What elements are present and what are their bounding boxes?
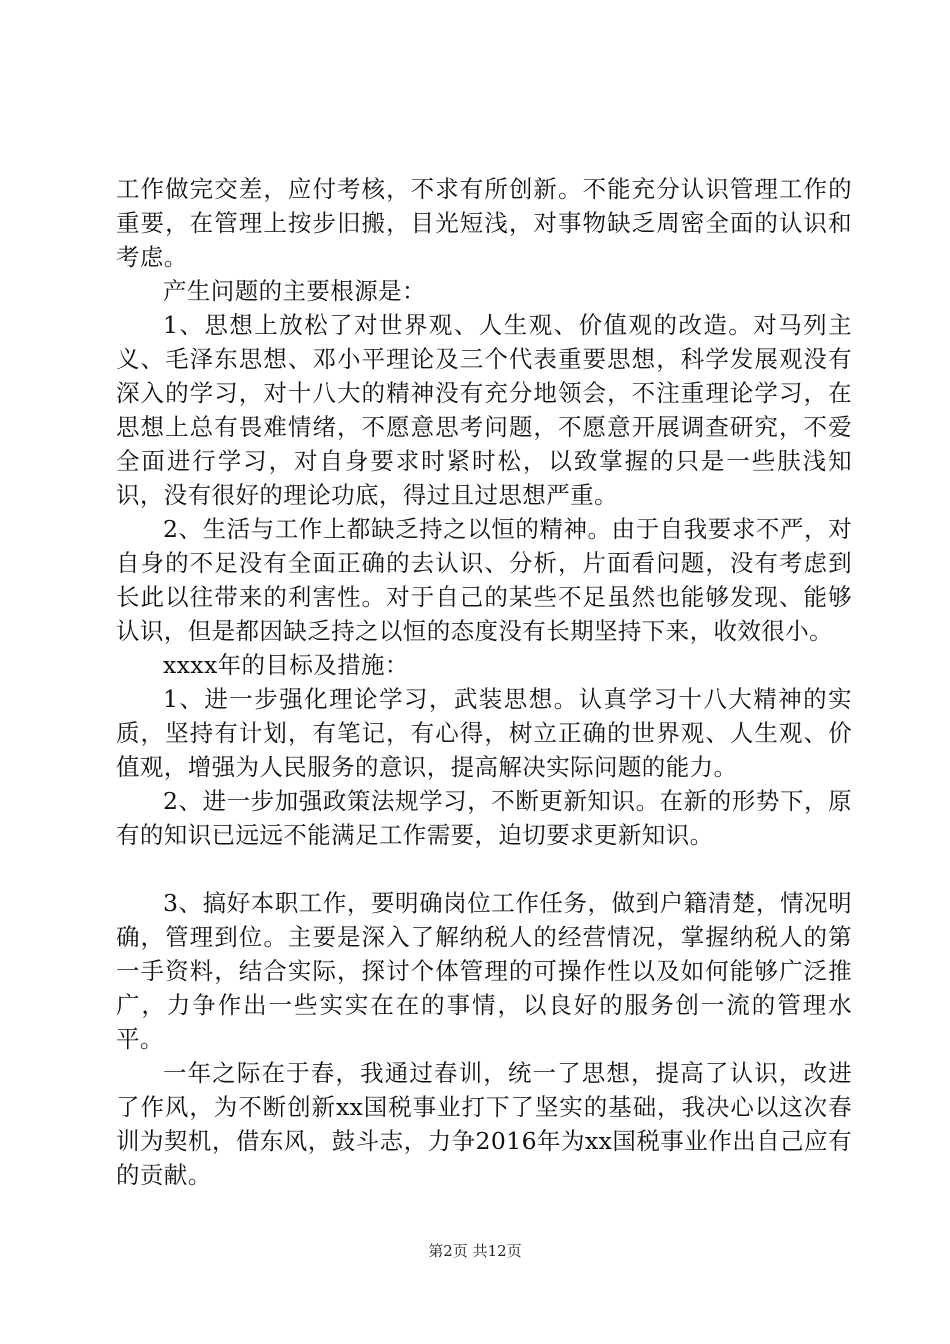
paragraph-8: 3、搞好本职工作，要明确岗位工作任务，做到户籍清楚，情况明确，管理到位。主要是深入了解纳税人的经营情况，掌握纳税人的第一手资料，结合实际，探讨个体管理的可操作性以及如何能够广泛推广，力争作出一些实实在在的事情，以良好的服务创一流的管理水平。 [116, 889, 852, 1053]
document-body [116, 172, 852, 1192]
paragraph-5: xxxx年的目标及措施： [163, 651, 409, 679]
page-number-footer: 第2页 共12页 [428, 1242, 522, 1260]
paragraph-2: 产生问题的主要根源是： [163, 277, 426, 305]
paragraph-1: 工作做完交差，应付考核，不求有所创新。不能充分认识管理工作的重要，在管理上按步旧搬，目光短浅，对事物缺乏周密全面的认识和考虑。 [116, 175, 852, 271]
paragraph-3: 1、思想上放松了对世界观、人生观、价值观的改造。对马列主义、毛泽东思想、邓小平理论及三个代表重要思想，科学发展观没有深入的学习，对十八大的精神没有充分地领会，不注重理论学习，在思想上总有畏难情绪，不愿意思考问题，不愿意开展调查研究，不爱全面进行学习，对自身要求时紧时松，以致掌握的只是一些肤浅知识，没有很好的理论功底，得过且过思想严重。 [116, 311, 852, 509]
paragraph-7: 2、进一步加强政策法规学习，不断更新知识。在新的形势下，原有的知识已远远不能满足工作需要，迫切要求更新知识。 [116, 787, 852, 849]
paragraph-9: 一年之际在于春，我通过春训，统一了思想，提高了认识，改进了作风，为不断创新xx国税事业打下了坚实的基础，我决心以这次春训为契机，借东风，鼓斗志，力争2016年为xx国税事业作出自己应有的贡献。 [116, 1059, 852, 1189]
paragraph-spacer [116, 852, 852, 886]
paragraph-6: 1、进一步强化理论学习，武装思想。认真学习十八大精神的实质，坚持有计划，有笔记，有心得，树立正确的世界观、人生观、价值观，增强为人民服务的意识，提高解决实际问题的能力。 [116, 685, 852, 781]
paragraph-4: 2、生活与工作上都缺乏持之以恒的精神。由于自我要求不严，对自身的不足没有全面正确的去认识、分析，片面看问题，没有考虑到长此以往带来的利害性。对于自己的某些不足虽然也能够发现、能够认识，但是都因缺乏持之以恒的态度没有长期坚持下来，收效很小。 [116, 515, 852, 645]
